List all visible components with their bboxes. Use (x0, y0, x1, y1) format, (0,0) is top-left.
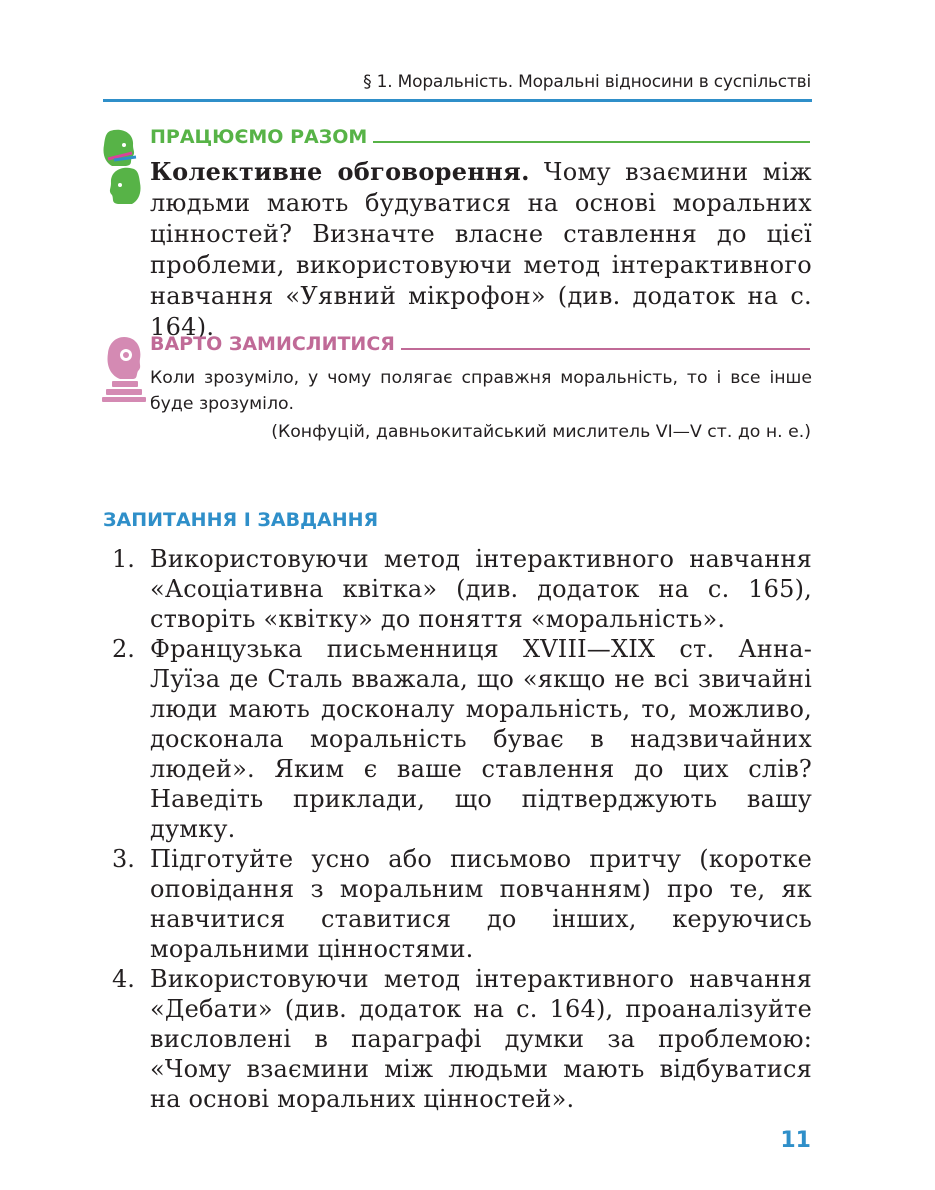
together-body: Чому взаємини між людьми мають будуватися на основі моральних цінностей? Визначте власне ставлення до цієї проблеми, використовуючи метод інтерактивного навчання «Уявний мікрофон» (див. додаток на с. 164). (150, 158, 812, 341)
running-header: § 1. Моральність. Моральні відносини в суспільстві (363, 72, 811, 92)
page-number: 11 (780, 1128, 811, 1153)
question-item (112, 844, 812, 964)
question-number: 2. (112, 635, 135, 663)
question-text: Використовуючи метод інтерактивного навчання «Асоціативна квітка» (див. додаток на с. 165), створіть «квітку» до поняття «моральність». (150, 545, 812, 633)
together-lead: Колективне обговорення. (150, 157, 530, 186)
quote-source: (Конфуцій, давньокитайський мислитель VI—V ст. до н. е.) (271, 422, 811, 442)
question-text: Використовуючи метод інтерактивного навчання «Дебати» (див. додаток на с. 164), проаналізуйте висловлені в параграфі думки за проблемою: «Чому взаємини між людьми мають відбуватися на основі моральних цінностей». (150, 965, 812, 1113)
think-heading (150, 333, 810, 355)
together-heading (150, 126, 810, 148)
quote-text: Коли зрозуміло, у чому полягає справжня моральність, то і все інше буде зрозуміло. (150, 368, 812, 414)
question-item (112, 544, 812, 634)
header-rule (103, 99, 812, 102)
together-paragraph (150, 156, 812, 343)
together-heading-line (373, 141, 810, 143)
question-number: 3. (112, 845, 135, 873)
questions-list (112, 544, 812, 1114)
two-heads-icon (100, 127, 146, 207)
think-heading-text: ВАРТО ЗАМИСЛИТИСЯ (150, 333, 395, 355)
together-heading-text: ПРАЦЮЄМО РАЗОМ (150, 126, 368, 148)
questions-heading: ЗАПИТАННЯ І ЗАВДАННЯ (103, 509, 379, 531)
question-text: Французька письменниця XVIII—XIX ст. Анна-Луїза де Сталь вважала, що «якщо не всі звичайні люди мають досконалу моральність, то, можливо, досконала моральність буває в надзвичайних людей». Яким є ваше ставлення до цих слів? Наведіть приклади, що підтверджують вашу думку. (150, 635, 812, 843)
question-item (112, 634, 812, 844)
question-number: 1. (112, 545, 135, 573)
think-heading-line (401, 348, 810, 350)
question-text: Підготуйте усно або письмово притчу (коротке оповідання з моральним повчанням) про те, як навчитися ставитися до інших, керуючись моральними цінностями. (150, 845, 812, 963)
thinking-head-icon (100, 335, 148, 403)
question-number: 4. (112, 965, 135, 993)
question-item (112, 964, 812, 1114)
